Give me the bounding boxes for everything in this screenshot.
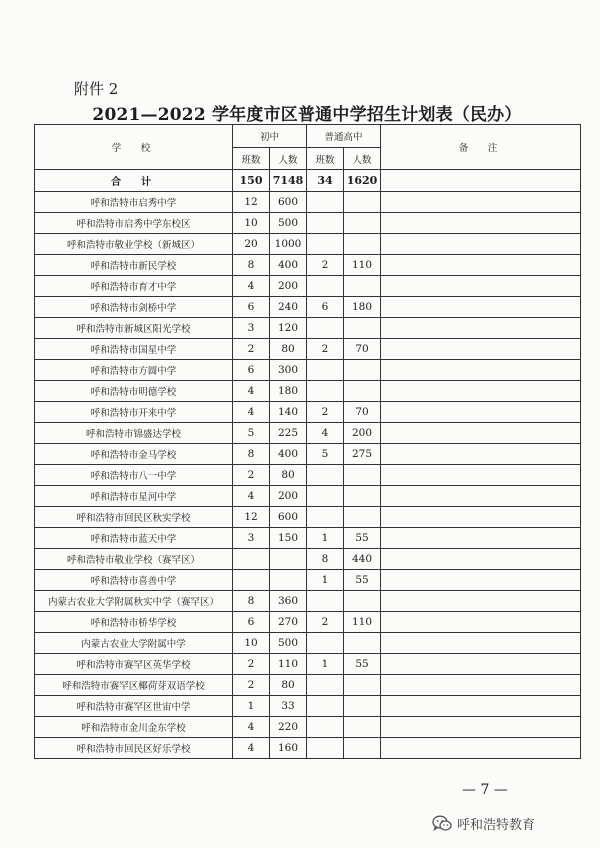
- junior-classes-cell: 4: [233, 738, 270, 759]
- junior-people-cell: 33: [270, 696, 307, 717]
- table-row: [35, 234, 581, 255]
- table-row: [35, 507, 581, 528]
- senior-classes-cell: [307, 360, 344, 381]
- senior-classes-cell: 6: [307, 297, 344, 318]
- school-name-cell: 内蒙古农业大学附属中学: [35, 633, 233, 654]
- table-row: [35, 591, 581, 612]
- senior-classes-cell: 4: [307, 423, 344, 444]
- school-name-cell: 呼和浩特市赛罕区世宙中学: [35, 696, 233, 717]
- junior-people-cell: 80: [270, 465, 307, 486]
- junior-people-cell: 150: [270, 528, 307, 549]
- senior-classes-cell: [307, 213, 344, 234]
- senior-classes-cell: [307, 318, 344, 339]
- header-remarks: 备 注: [381, 125, 581, 170]
- senior-people-cell: [344, 360, 381, 381]
- junior-classes-cell: 5: [233, 423, 270, 444]
- table-row: [35, 276, 581, 297]
- junior-people-cell: 360: [270, 591, 307, 612]
- junior-people-cell: 80: [270, 675, 307, 696]
- junior-classes-cell: 4: [233, 276, 270, 297]
- table-row: [35, 255, 581, 276]
- junior-classes-cell: 4: [233, 381, 270, 402]
- table-row: [35, 402, 581, 423]
- junior-people-cell: 600: [270, 507, 307, 528]
- table-row: [35, 192, 581, 213]
- senior-people-cell: [344, 696, 381, 717]
- senior-people-cell: [344, 276, 381, 297]
- table-row: [35, 738, 581, 759]
- junior-classes-cell: 4: [233, 717, 270, 738]
- remarks-cell: [381, 570, 581, 591]
- junior-people-cell: [270, 570, 307, 591]
- remarks-cell: [381, 675, 581, 696]
- remarks-cell: [381, 255, 581, 276]
- senior-classes-cell: 2: [307, 255, 344, 276]
- junior-classes-cell: 8: [233, 444, 270, 465]
- school-name-cell: 呼和浩特市剑桥中学: [35, 297, 233, 318]
- remarks-cell: [381, 339, 581, 360]
- senior-people-cell: [344, 234, 381, 255]
- senior-people-cell: 200: [344, 423, 381, 444]
- senior-classes-cell: 2: [307, 612, 344, 633]
- junior-people-cell: 240: [270, 297, 307, 318]
- table-row: [35, 528, 581, 549]
- school-name-cell: 呼和浩特市蓝天中学: [35, 528, 233, 549]
- remarks-cell: [381, 507, 581, 528]
- junior-people-cell: 180: [270, 381, 307, 402]
- junior-people-cell: 220: [270, 717, 307, 738]
- table-row: [35, 423, 581, 444]
- senior-classes-cell: [307, 591, 344, 612]
- junior-people-cell: 500: [270, 633, 307, 654]
- junior-people-cell: 1000: [270, 234, 307, 255]
- header-junior: 初中: [233, 125, 307, 148]
- header-senior-people: 人数: [344, 148, 381, 170]
- senior-people-cell: 110: [344, 612, 381, 633]
- remarks-cell: [381, 738, 581, 759]
- table-row: [35, 213, 581, 234]
- junior-classes-cell: 12: [233, 192, 270, 213]
- junior-classes-cell: 4: [233, 402, 270, 423]
- total-label: 合 计: [35, 170, 233, 192]
- senior-people-cell: 70: [344, 402, 381, 423]
- wechat-icon: [432, 815, 452, 832]
- remarks-cell: [381, 612, 581, 633]
- senior-classes-cell: [307, 633, 344, 654]
- school-name-cell: 呼和浩特市八一中学: [35, 465, 233, 486]
- school-name-cell: 内蒙古农业大学附属秋实中学（赛罕区）: [35, 591, 233, 612]
- remarks-cell: [381, 696, 581, 717]
- senior-classes-cell: 2: [307, 339, 344, 360]
- document-title: 2021—2022 学年度市区普通中学招生计划表（民办）: [92, 105, 522, 125]
- junior-people-cell: 110: [270, 654, 307, 675]
- senior-people-cell: [344, 717, 381, 738]
- header-senior-classes: 班数: [307, 148, 344, 170]
- senior-classes-cell: [307, 381, 344, 402]
- school-name-cell: 呼和浩特市国星中学: [35, 339, 233, 360]
- remarks-cell: [381, 444, 581, 465]
- table-row: [35, 381, 581, 402]
- junior-classes-cell: 8: [233, 255, 270, 276]
- header-school: 学 校: [35, 125, 233, 170]
- junior-people-cell: 120: [270, 318, 307, 339]
- remarks-cell: [381, 360, 581, 381]
- school-name-cell: 呼和浩特市方圆中学: [35, 360, 233, 381]
- junior-classes-cell: 6: [233, 612, 270, 633]
- senior-people-cell: 440: [344, 549, 381, 570]
- senior-classes-cell: [307, 507, 344, 528]
- senior-people-cell: 110: [344, 255, 381, 276]
- junior-classes-cell: 3: [233, 318, 270, 339]
- enrollment-plan-table: [34, 124, 581, 759]
- remarks-cell: [381, 528, 581, 549]
- remarks-cell: [381, 465, 581, 486]
- junior-people-cell: 400: [270, 444, 307, 465]
- senior-people-cell: [344, 486, 381, 507]
- junior-classes-cell: 10: [233, 213, 270, 234]
- watermark-text: 呼和浩特教育: [457, 818, 536, 833]
- school-name-cell: 呼和浩特市启秀中学: [35, 192, 233, 213]
- remarks-cell: [381, 486, 581, 507]
- remarks-cell: [381, 234, 581, 255]
- senior-classes-cell: 1: [307, 570, 344, 591]
- senior-people-cell: [344, 738, 381, 759]
- remarks-cell: [381, 192, 581, 213]
- total-junior-classes: 150: [233, 170, 270, 192]
- remarks-cell: [381, 276, 581, 297]
- junior-people-cell: 400: [270, 255, 307, 276]
- senior-classes-cell: [307, 738, 344, 759]
- table-row: [35, 696, 581, 717]
- school-name-cell: 呼和浩特市开来中学: [35, 402, 233, 423]
- school-name-cell: 呼和浩特市敬业学校（新城区）: [35, 234, 233, 255]
- table-header-row: [35, 125, 581, 148]
- table-row: [35, 444, 581, 465]
- senior-people-cell: 275: [344, 444, 381, 465]
- header-senior: 普通高中: [307, 125, 381, 148]
- junior-classes-cell: [233, 570, 270, 591]
- remarks-cell: [381, 549, 581, 570]
- table-row: [35, 486, 581, 507]
- total-row: [35, 170, 581, 192]
- header-junior-people: 人数: [270, 148, 307, 170]
- junior-classes-cell: 8: [233, 591, 270, 612]
- school-name-cell: 呼和浩特市新城区阳光学校: [35, 318, 233, 339]
- senior-classes-cell: [307, 696, 344, 717]
- remarks-cell: [381, 633, 581, 654]
- senior-people-cell: 55: [344, 570, 381, 591]
- senior-people-cell: [344, 675, 381, 696]
- table-row: [35, 297, 581, 318]
- senior-people-cell: [344, 465, 381, 486]
- senior-people-cell: [344, 591, 381, 612]
- header-junior-classes: 班数: [233, 148, 270, 170]
- senior-classes-cell: [307, 192, 344, 213]
- junior-people-cell: 80: [270, 339, 307, 360]
- school-name-cell: 呼和浩特市桥华学校: [35, 612, 233, 633]
- school-name-cell: 呼和浩特市赛罕区椰荷芽双语学校: [35, 675, 233, 696]
- attachment-label: 附件 2: [74, 80, 119, 98]
- remarks-cell: [381, 654, 581, 675]
- junior-people-cell: 140: [270, 402, 307, 423]
- senior-classes-cell: 8: [307, 549, 344, 570]
- senior-classes-cell: [307, 675, 344, 696]
- junior-classes-cell: 6: [233, 360, 270, 381]
- total-senior-classes: 34: [307, 170, 344, 192]
- senior-people-cell: [344, 192, 381, 213]
- table-row: [35, 318, 581, 339]
- senior-classes-cell: 5: [307, 444, 344, 465]
- page-number: — 7 —: [462, 782, 508, 798]
- senior-classes-cell: 1: [307, 654, 344, 675]
- senior-people-cell: [344, 213, 381, 234]
- remarks-cell: [381, 213, 581, 234]
- school-name-cell: 呼和浩特市赛罕区英华学校: [35, 654, 233, 675]
- junior-classes-cell: 1: [233, 696, 270, 717]
- table-row: [35, 360, 581, 381]
- senior-people-cell: 55: [344, 528, 381, 549]
- junior-classes-cell: 4: [233, 486, 270, 507]
- senior-classes-cell: [307, 486, 344, 507]
- senior-classes-cell: [307, 234, 344, 255]
- junior-classes-cell: 2: [233, 339, 270, 360]
- table-row: [35, 339, 581, 360]
- senior-classes-cell: [307, 276, 344, 297]
- junior-classes-cell: 2: [233, 675, 270, 696]
- junior-classes-cell: 20: [233, 234, 270, 255]
- senior-people-cell: [344, 318, 381, 339]
- remarks-cell: [381, 318, 581, 339]
- senior-people-cell: [344, 633, 381, 654]
- senior-people-cell: [344, 381, 381, 402]
- school-name-cell: 呼和浩特市星河中学: [35, 486, 233, 507]
- senior-classes-cell: 2: [307, 402, 344, 423]
- junior-classes-cell: 3: [233, 528, 270, 549]
- senior-people-cell: 55: [344, 654, 381, 675]
- senior-classes-cell: 1: [307, 528, 344, 549]
- remarks-cell: [381, 381, 581, 402]
- junior-people-cell: 200: [270, 276, 307, 297]
- junior-people-cell: 225: [270, 423, 307, 444]
- junior-classes-cell: [233, 549, 270, 570]
- junior-people-cell: 160: [270, 738, 307, 759]
- remarks-cell: [381, 717, 581, 738]
- table-row: [35, 465, 581, 486]
- total-junior-people: 7148: [270, 170, 307, 192]
- junior-classes-cell: 6: [233, 297, 270, 318]
- senior-people-cell: [344, 507, 381, 528]
- table-row: [35, 675, 581, 696]
- junior-people-cell: 300: [270, 360, 307, 381]
- school-name-cell: 呼和浩特市金川金东学校: [35, 717, 233, 738]
- remarks-cell: [381, 423, 581, 444]
- school-name-cell: 呼和浩特市明德学校: [35, 381, 233, 402]
- senior-classes-cell: [307, 717, 344, 738]
- junior-classes-cell: 10: [233, 633, 270, 654]
- school-name-cell: 呼和浩特市育才中学: [35, 276, 233, 297]
- total-senior-people: 1620: [344, 170, 381, 192]
- table-row: [35, 633, 581, 654]
- junior-classes-cell: 12: [233, 507, 270, 528]
- remarks-cell: [381, 402, 581, 423]
- junior-classes-cell: 2: [233, 465, 270, 486]
- watermark: [432, 814, 535, 833]
- school-name-cell: 呼和浩特市喜善中学: [35, 570, 233, 591]
- school-name-cell: 呼和浩特市金马学校: [35, 444, 233, 465]
- table-row: [35, 570, 581, 591]
- junior-people-cell: 600: [270, 192, 307, 213]
- senior-people-cell: 70: [344, 339, 381, 360]
- school-name-cell: 呼和浩特市回民区好乐学校: [35, 738, 233, 759]
- remarks-cell: [381, 297, 581, 318]
- remarks-cell: [381, 591, 581, 612]
- senior-classes-cell: [307, 465, 344, 486]
- junior-people-cell: 270: [270, 612, 307, 633]
- junior-people-cell: 200: [270, 486, 307, 507]
- table-row: [35, 717, 581, 738]
- table-row: [35, 654, 581, 675]
- junior-people-cell: 500: [270, 213, 307, 234]
- junior-people-cell: [270, 549, 307, 570]
- school-name-cell: 呼和浩特市锦盛达学校: [35, 423, 233, 444]
- total-remarks: [381, 170, 581, 192]
- school-name-cell: 呼和浩特市回民区秋实学校: [35, 507, 233, 528]
- table-row: [35, 549, 581, 570]
- school-name-cell: 呼和浩特市启秀中学东校区: [35, 213, 233, 234]
- school-name-cell: 呼和浩特市新民学校: [35, 255, 233, 276]
- school-name-cell: 呼和浩特市敬业学校（赛罕区）: [35, 549, 233, 570]
- senior-people-cell: 180: [344, 297, 381, 318]
- table-row: [35, 612, 581, 633]
- junior-classes-cell: 2: [233, 654, 270, 675]
